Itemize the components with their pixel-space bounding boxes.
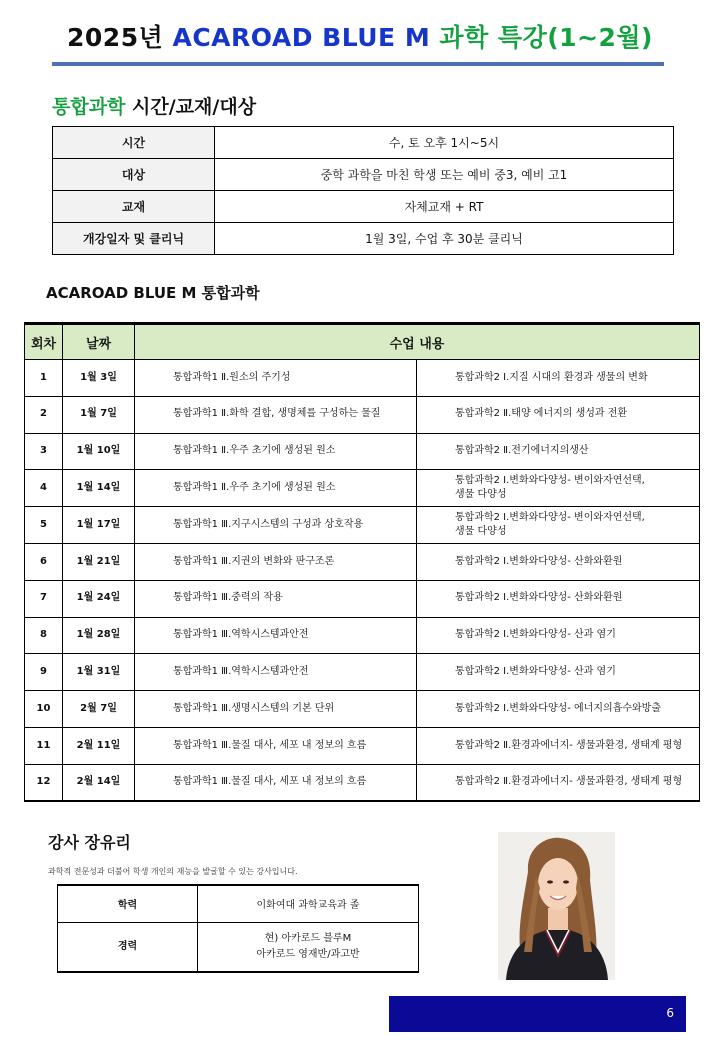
info-value: 수, 토 오후 1시~5시: [215, 127, 674, 159]
career-line-1: 현) 아카로드 블루M: [264, 932, 352, 944]
row-content-1: 통합과학1 Ⅲ.생명시스템의 기본 단위: [135, 691, 417, 728]
row-content-2-line2: 생물 다양성: [455, 489, 507, 501]
info-value: 중학 과학을 마친 학생 또는 예비 중3, 예비 고1: [215, 159, 674, 191]
row-no: 6: [25, 543, 63, 580]
education-label: 학력: [58, 885, 198, 922]
row-date: 1월 24일: [63, 580, 135, 617]
info-label: 시간: [53, 127, 215, 159]
info-row: [53, 159, 674, 191]
table-row: [25, 543, 700, 580]
header-content: 수업 내용: [135, 324, 700, 360]
info-row: [53, 127, 674, 159]
row-content-2: [417, 470, 700, 507]
row-content-1: 통합과학1 Ⅲ.역학시스템과안전: [135, 654, 417, 691]
row-content-1: 통합과학1 Ⅱ.우주 초기에 생성된 원소: [135, 470, 417, 507]
row-content-1: 통합과학1 Ⅲ.지구시스템의 구성과 상호작용: [135, 507, 417, 544]
row-content-2: 통합과학2 Ⅰ.변화와다양성- 산화와환원: [417, 543, 700, 580]
info-label: 개강일자 및 클리닉: [53, 223, 215, 255]
row-content-1: 통합과학1 Ⅱ.원소의 주기성: [135, 360, 417, 397]
teacher-row: [58, 885, 419, 922]
info-label: 교재: [53, 191, 215, 223]
row-date: 1월 31일: [63, 654, 135, 691]
title-year: 2025년: [67, 23, 164, 52]
teacher-table: [57, 884, 419, 973]
table-row: [25, 727, 700, 764]
row-content-2: 통합과학2 Ⅱ.전기에너지의생산: [417, 433, 700, 470]
table-row: [25, 507, 700, 544]
row-content-2: 통합과학2 Ⅰ.변화와다양성- 산화와환원: [417, 580, 700, 617]
table-row: [25, 433, 700, 470]
row-no: 12: [25, 764, 63, 801]
info-value: 자체교재 + RT: [215, 191, 674, 223]
row-content-1: 통합과학1 Ⅱ.화학 결합, 생명체를 구성하는 물질: [135, 396, 417, 433]
row-content-2-line1: 통합과학2 Ⅰ.변화와다양성- 변이와자연선택,: [455, 511, 645, 523]
row-content-2: 통합과학2 Ⅰ.변화와다양성- 에너지의흡수와방출: [417, 691, 700, 728]
row-no: 8: [25, 617, 63, 654]
table-row: [25, 396, 700, 433]
teacher-portrait-illustration: [498, 832, 615, 980]
section-heading: [52, 92, 256, 119]
schedule-title: ACAROAD BLUE M 통합과학: [46, 284, 260, 302]
row-no: 3: [25, 433, 63, 470]
table-row: [25, 691, 700, 728]
info-label: 대상: [53, 159, 215, 191]
table-row: [25, 470, 700, 507]
table-row: [25, 654, 700, 691]
row-content-2: 통합과학2 Ⅱ.태양 에너지의 생성과 전환: [417, 396, 700, 433]
row-content-1: 통합과학1 Ⅲ.중력의 작용: [135, 580, 417, 617]
row-content-1: 통합과학1 Ⅲ.물질 대사, 세포 내 정보의 흐름: [135, 764, 417, 801]
row-date: 1월 28일: [63, 617, 135, 654]
footer-page-box: [389, 996, 686, 1032]
row-content-2: [417, 507, 700, 544]
info-row: [53, 223, 674, 255]
header-no: 회차: [25, 324, 63, 360]
row-no: 1: [25, 360, 63, 397]
row-content-2: 통합과학2 Ⅰ.변화와다양성- 산과 염기: [417, 654, 700, 691]
section-subheading: 시간/교재/대상: [132, 96, 257, 118]
row-content-1: 통합과학1 Ⅱ.우주 초기에 생성된 원소: [135, 433, 417, 470]
row-no: 11: [25, 727, 63, 764]
row-content-2: 통합과학2 Ⅱ.환경과에너지- 생물과환경, 생태계 평형: [417, 727, 700, 764]
row-date: 1월 10일: [63, 433, 135, 470]
row-date: 2월 14일: [63, 764, 135, 801]
row-date: 1월 21일: [63, 543, 135, 580]
title-course: 과학 특강(1~2월): [439, 23, 653, 52]
career-value: [198, 922, 419, 972]
teacher-photo: [498, 832, 615, 980]
row-date: 1월 17일: [63, 507, 135, 544]
row-no: 5: [25, 507, 63, 544]
info-table: [52, 126, 674, 255]
section-subject: 통합과학: [52, 96, 126, 118]
table-row: [25, 617, 700, 654]
education-value: 이화여대 과학교육과 졸: [198, 885, 419, 922]
table-row: [25, 580, 700, 617]
career-line-2: 아카로드 영재반/과고반: [256, 948, 360, 960]
row-content-2: 통합과학2 Ⅰ.지질 시대의 환경과 생물의 변화: [417, 360, 700, 397]
page-title: [0, 18, 720, 54]
row-no: 7: [25, 580, 63, 617]
info-value: 1월 3일, 수업 후 30분 클리닉: [215, 223, 674, 255]
row-content-1: 통합과학1 Ⅲ.물질 대사, 세포 내 정보의 흐름: [135, 727, 417, 764]
page-number: 6: [666, 1006, 674, 1020]
table-row: [25, 360, 700, 397]
row-content-2-line2: 생물 다양성: [455, 526, 507, 538]
table-row: [25, 764, 700, 801]
row-content-1: 통합과학1 Ⅲ.역학시스템과안전: [135, 617, 417, 654]
row-date: 1월 14일: [63, 470, 135, 507]
row-no: 10: [25, 691, 63, 728]
row-content-2: 통합과학2 Ⅰ.변화와다양성- 산과 염기: [417, 617, 700, 654]
row-no: 2: [25, 396, 63, 433]
career-label: 경력: [58, 922, 198, 972]
schedule-header-row: [25, 324, 700, 360]
row-no: 9: [25, 654, 63, 691]
row-date: 2월 11일: [63, 727, 135, 764]
row-content-2: 통합과학2 Ⅱ.환경과에너지- 생물과환경, 생태계 평형: [417, 764, 700, 801]
info-row: [53, 191, 674, 223]
row-date: 1월 7일: [63, 396, 135, 433]
title-divider: [52, 62, 664, 66]
schedule-table: [24, 322, 700, 802]
row-date: 2월 7일: [63, 691, 135, 728]
row-no: 4: [25, 470, 63, 507]
header-date: 날짜: [63, 324, 135, 360]
teacher-row: [58, 922, 419, 972]
title-brand: ACAROAD BLUE M: [172, 23, 431, 52]
teacher-description: 과학적 전문성과 더불어 학생 개인의 재능을 발굴할 수 있는 강사입니다.: [48, 867, 298, 876]
row-date: 1월 3일: [63, 360, 135, 397]
row-content-1: 통합과학1 Ⅲ.지권의 변화와 판구조론: [135, 543, 417, 580]
teacher-heading: 강사 장유리: [48, 833, 131, 852]
row-content-2-line1: 통합과학2 Ⅰ.변화와다양성- 변이와자연선택,: [455, 474, 645, 486]
